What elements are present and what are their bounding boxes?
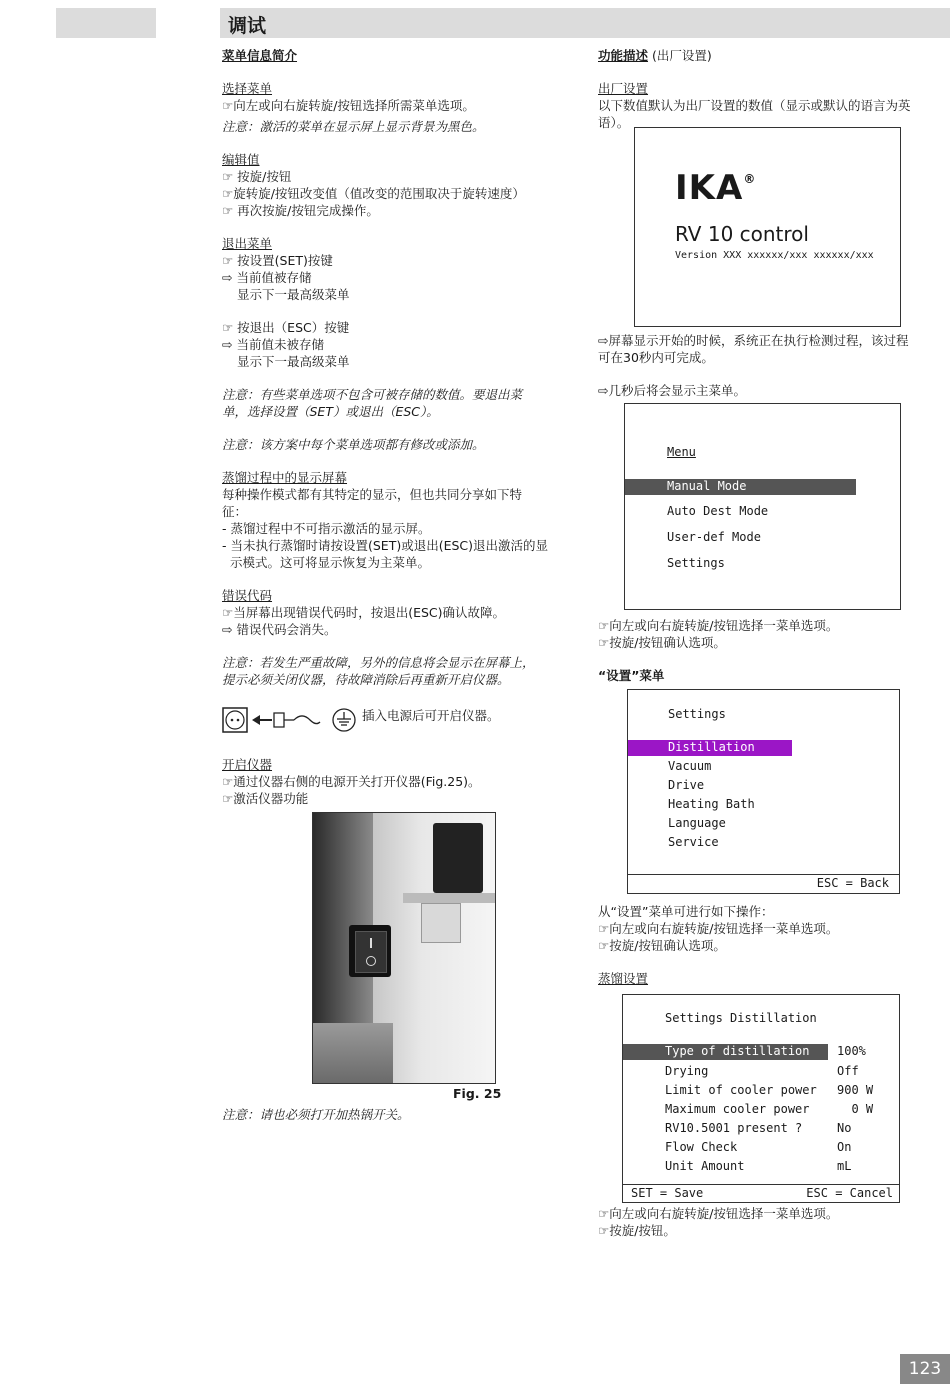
distill-row-value: 0 W: [837, 1102, 874, 1116]
power-on-line: ☞通过仪器右侧的电源开关打开仪器(Fig.25)。: [222, 774, 481, 789]
text-line: ⇨屏幕显示开始的时候，系统正在执行检测过程，该过程: [598, 333, 909, 348]
settings-title: Settings: [668, 707, 726, 721]
note-line: 提示必须关闭仪器，待故障消除后再重新开启仪器。: [222, 672, 510, 687]
edit-value-line: ☞旋转旋/按钮改变值（值改变的范围取决于旋转速度）: [222, 186, 525, 201]
distill-screen-line: 征：: [222, 504, 248, 519]
distill-row-label: Type of distillation: [665, 1044, 810, 1058]
distill-row-value: mL: [837, 1159, 852, 1173]
figure-caption: Fig. 25: [453, 1086, 502, 1101]
device-photo: [312, 812, 496, 1084]
select-menu-line: ☞向左或向右旋转旋/按钮选择所需菜单选项。: [222, 98, 475, 113]
settings-item-highlight[interactable]: [628, 740, 792, 756]
distill-row-value: 100%: [837, 1044, 866, 1058]
right-section-title: 功能描述: [598, 48, 649, 63]
page-header: [220, 8, 950, 38]
exit-menu-line: ☞ 按设置(SET)按键: [222, 253, 333, 268]
settings-item-heating-bath[interactable]: Heating Bath: [668, 797, 755, 811]
power-on-line: ☞激活仪器功能: [222, 791, 309, 806]
distill-screen-title: Settings Distillation: [665, 1011, 817, 1025]
text-line: ☞按旋/按钮确认选项。: [598, 635, 726, 650]
text-line: ☞按旋/按钮确认选项。: [598, 938, 726, 953]
after-distill-text: [598, 1205, 950, 1239]
distill-row-label[interactable]: RV10.5001 present ?: [665, 1121, 803, 1135]
edit-value-line: ☞ 按旋/按钮: [222, 169, 292, 184]
ika-logo: IKA: [675, 168, 744, 208]
settings-item-drive[interactable]: Drive: [668, 778, 705, 792]
menu-item-manual-mode: Manual Mode: [667, 479, 747, 493]
left-section-title: 菜单信息简介: [222, 48, 298, 63]
distill-row-label[interactable]: Maximum cooler power: [665, 1102, 810, 1116]
distill-row-value: On: [837, 1140, 852, 1154]
power-on-block: [222, 756, 582, 807]
exit-menu-line: 显示下一最高级菜单: [237, 287, 350, 302]
menu-item-auto-dest-mode[interactable]: Auto Dest Mode: [667, 504, 769, 518]
main-menu-screen: [624, 403, 901, 610]
model-name: RV 10 control: [675, 222, 809, 246]
plug-text: 插入电源后可开启仪器。: [362, 708, 500, 723]
esc-cancel-label: ESC = Cancel: [806, 1186, 893, 1200]
factory-line: 以下数值默认为出厂设置的数值（显示或默认的语言为英: [598, 98, 911, 113]
distillation-settings-screen: [622, 994, 900, 1203]
text-line: ⇨几秒后将会显示主菜单。: [598, 383, 746, 398]
edit-value-title: 编辑值: [222, 152, 260, 167]
menu-item-highlight[interactable]: [625, 479, 856, 495]
menu-item-user-def-mode[interactable]: User-def Mode: [667, 530, 761, 544]
plug-symbols: [222, 706, 362, 737]
note-line: 注意：该方案中每个菜单选项都有修改或添加。: [222, 437, 485, 452]
after-menu-text: [598, 617, 950, 684]
settings-section-title: “设置”菜单: [598, 668, 665, 683]
menu-item-settings[interactable]: Settings: [667, 556, 725, 570]
distill-screen-line: 每种操作模式都有其特定的显示，但也共同分享如下特: [222, 487, 523, 502]
distill-row-label[interactable]: Unit Amount: [665, 1159, 745, 1173]
settings-screen: [627, 689, 900, 894]
plug-icon: [222, 706, 362, 734]
distill-screen-line: - 当未执行蒸馏时请按设置(SET)或退出(ESC)退出激活的显: [222, 538, 549, 553]
after-ika-text: [598, 332, 950, 399]
distill-screen-line: 示模式。这可将显示恢复为主菜单。: [230, 555, 431, 570]
text-line: 可在30秒内可完成。: [598, 350, 714, 365]
distill-row-label[interactable]: Limit of cooler power: [665, 1083, 817, 1097]
error-code-title: 错误代码: [222, 588, 273, 603]
text-line: ☞向左或向右旋转旋/按钮选择一菜单选项。: [598, 1206, 839, 1221]
set-save-label: SET = Save: [631, 1186, 704, 1200]
exit-menu-title: 退出菜单: [222, 236, 273, 251]
exit-menu-line: 显示下一最高级菜单: [237, 354, 350, 369]
power-on-title: 开启仪器: [222, 757, 273, 772]
distill-screen-title: 蒸馏过程中的显示屏幕: [222, 470, 348, 485]
edit-value-line: ☞ 再次按旋/按钮完成操作。: [222, 203, 379, 218]
distill-row-value: 900 W: [837, 1083, 874, 1097]
select-menu-title: 选择菜单: [222, 81, 273, 96]
right-section-sub: (出厂设置): [648, 48, 712, 63]
text-line: ☞向左或向右旋转旋/按钮选择一菜单选项。: [598, 921, 839, 936]
distill-row-highlight[interactable]: [623, 1044, 828, 1060]
menu-title: Menu: [667, 445, 696, 459]
distill-row-label[interactable]: Drying: [665, 1064, 709, 1078]
margin-tab: [56, 8, 156, 38]
note-line: 注意：有些菜单选项不包含可被存储的数值。要退出菜: [222, 387, 523, 402]
error-code-line: ⇨ 错误代码会消失。: [222, 622, 337, 637]
after-settings-text: [598, 903, 950, 987]
ika-startup-screen: [634, 127, 901, 327]
text-line: ☞按旋/按钮。: [598, 1223, 676, 1238]
settings-item-distillation: Distillation: [668, 740, 755, 754]
text-line: ☞向左或向右旋转旋/按钮选择一菜单选项。: [598, 618, 839, 633]
right-column: [598, 47, 950, 131]
select-menu-note: 注意：激活的菜单在显示屏上显示背景为黑色。: [222, 119, 485, 134]
left-column: [222, 47, 582, 688]
distill-row-value: No: [837, 1121, 852, 1135]
version-text: Version XXX xxxxxx/xxx xxxxxx/xxx: [675, 250, 874, 261]
distill-settings-title: 蒸馏设置: [598, 971, 649, 986]
error-code-line: ☞当屏幕出现错误代码时，按退出(ESC)确认故障。: [222, 605, 506, 620]
settings-item-service[interactable]: Service: [668, 835, 719, 849]
distill-row-value: Off: [837, 1064, 859, 1078]
settings-item-vacuum[interactable]: Vacuum: [668, 759, 712, 773]
page-number: 123: [900, 1354, 950, 1384]
factory-line: 语）。: [598, 115, 630, 130]
registered-mark: ®: [743, 172, 757, 186]
note-line: 注意：请也必须打开加热锅开关。: [222, 1107, 410, 1122]
note-line: 注意：若发生严重故障，另外的信息将会显示在屏幕上，: [222, 655, 535, 670]
exit-menu-line: ☞ 按退出（ESC）按键: [222, 320, 350, 335]
note-line: 单，选择设置（SET）或退出（ESC）。: [222, 404, 439, 419]
esc-back-label: ESC = Back: [816, 876, 889, 890]
settings-item-language[interactable]: Language: [668, 816, 726, 830]
exit-menu-line: ⇨ 当前值未被存储: [222, 337, 324, 352]
factory-title: 出厂设置: [598, 81, 649, 96]
text-line: 从“设置”菜单可进行如下操作：: [598, 904, 774, 919]
page-title: 调试: [228, 15, 267, 37]
distill-screen-line: - 蒸馏过程中不可指示激活的显示屏。: [222, 521, 431, 536]
exit-menu-line: ⇨ 当前值被存储: [222, 270, 312, 285]
distill-row-label[interactable]: Flow Check: [665, 1140, 738, 1154]
